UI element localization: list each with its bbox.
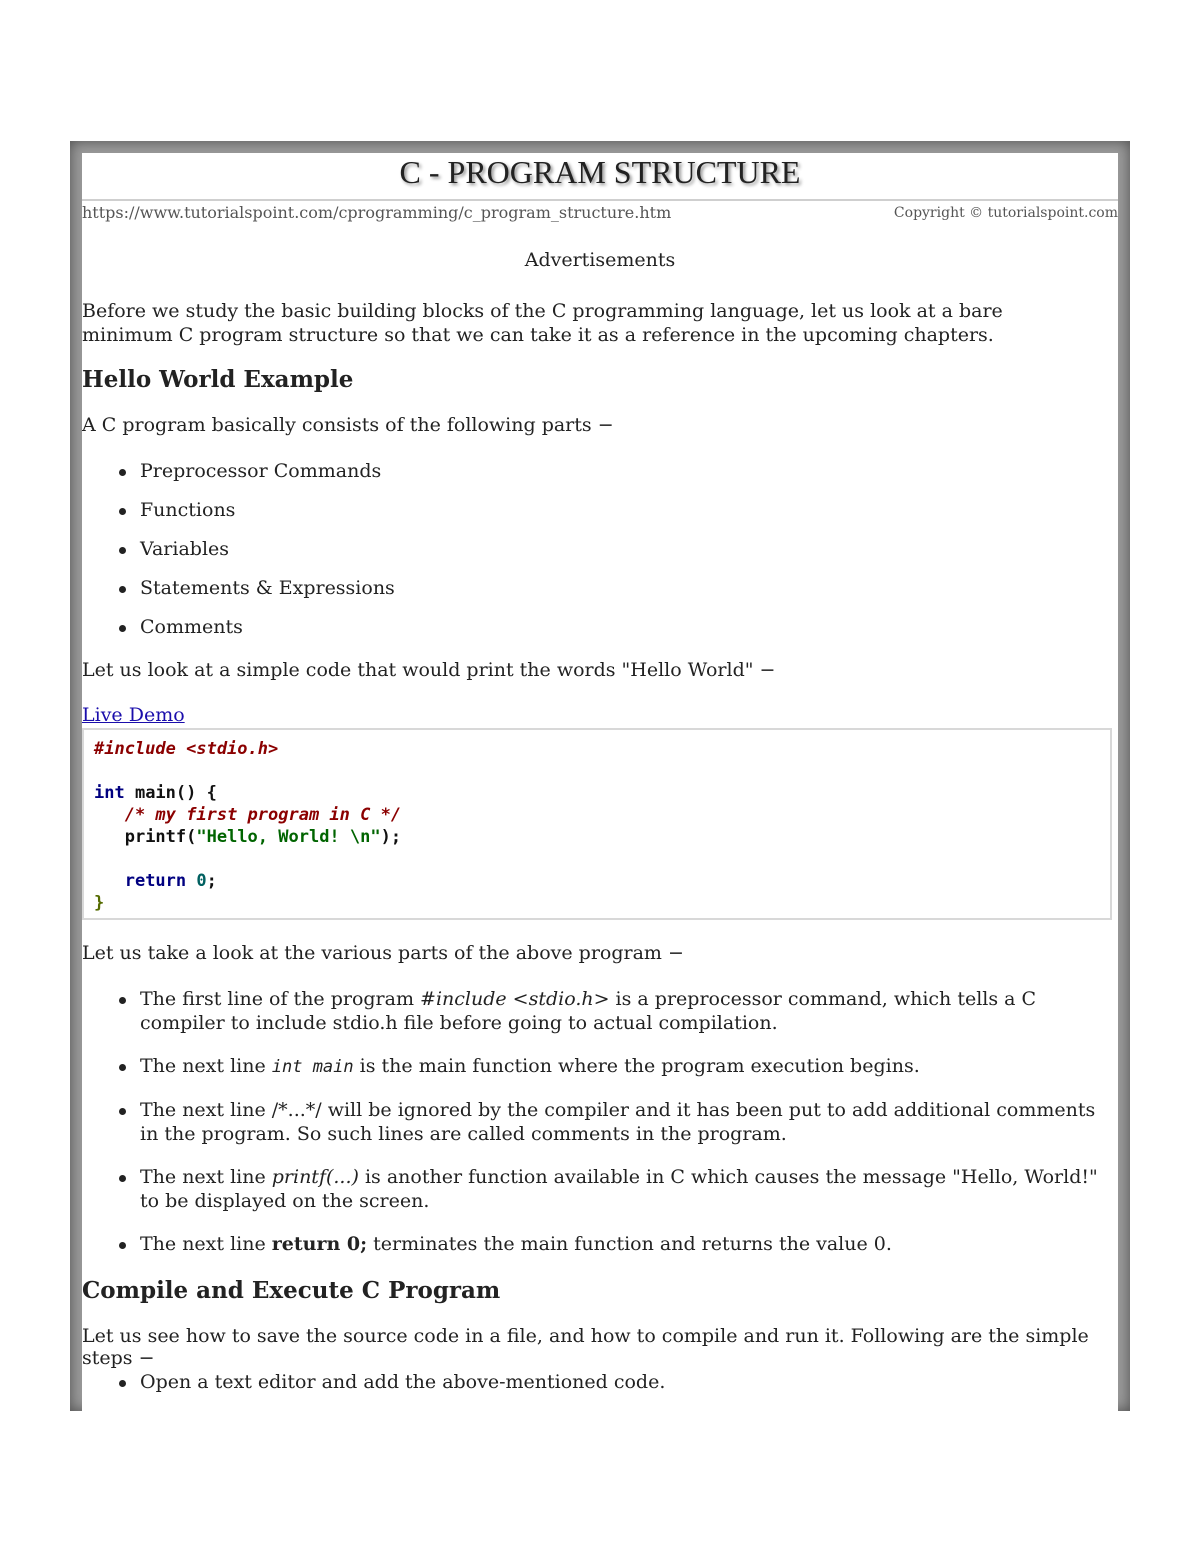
- explanation-text: The next line: [140, 1166, 272, 1188]
- copyright-notice: Copyright © tutorialspoint.com: [893, 205, 1118, 221]
- code-text: main() {: [124, 783, 217, 803]
- code-comment: /* my first program in C */: [124, 805, 402, 825]
- code-keyword: return: [124, 871, 187, 891]
- list-item: [82, 1098, 1112, 1146]
- steps-list: [82, 1370, 1082, 1394]
- take-look-text: Let us take a look at the various parts of the above program −: [82, 942, 684, 964]
- explanation-list: [82, 987, 1112, 1275]
- code-text: printf(: [124, 827, 197, 847]
- code-include: #include <stdio.h>: [94, 739, 279, 759]
- code-brace: }: [94, 893, 105, 913]
- parts-intro-text: A C program basically consists of the following parts −: [82, 414, 614, 436]
- list-item: [82, 1165, 1112, 1213]
- code-number: 0: [196, 871, 207, 891]
- code-line-blank: [94, 848, 1110, 870]
- explanation-text: The first line of the program: [140, 988, 421, 1010]
- list-item: Open a text editor and add the above-mentioned code.: [82, 1370, 1082, 1394]
- explanation-emphasis: return 0;: [271, 1233, 368, 1255]
- code-line: [94, 804, 1110, 826]
- list-item: Preprocessor Commands: [82, 459, 1082, 483]
- list-item: Comments: [82, 615, 1082, 639]
- code-text: ;: [206, 871, 217, 891]
- explanation-emphasis: int main: [271, 1057, 354, 1077]
- explanation-text: terminates the main function and returns the value 0.: [367, 1233, 892, 1255]
- page-url: https://www.tutorialspoint.com/cprogramming/c_program_structure.htm: [82, 203, 672, 222]
- code-line: [94, 826, 1110, 848]
- explanation-text: is the main function where the program execution begins.: [353, 1055, 920, 1077]
- list-item: Variables: [82, 537, 1082, 561]
- code-string: "Hello, World! \n": [196, 827, 381, 847]
- list-item: Statements & Expressions: [82, 576, 1082, 600]
- list-item: [82, 1054, 1112, 1079]
- look-text: Let us look at a simple code that would print the words "Hello World" −: [82, 659, 776, 681]
- code-line-blank: [94, 760, 1110, 782]
- list-item: [82, 1232, 1112, 1256]
- page-title: C - PROGRAM STRUCTURE: [82, 153, 1118, 201]
- explanation-text: will be ignored by the compiler and it has been put to add additional comments in the program. So such lines are called comments in the program.: [140, 1099, 1096, 1145]
- compile-heading: Compile and Execute C Program: [82, 1277, 501, 1304]
- code-keyword: int: [94, 783, 125, 803]
- live-demo-link[interactable]: Live Demo: [82, 704, 185, 726]
- code-line: [94, 738, 1110, 760]
- document-page: [82, 153, 1118, 1411]
- list-item: Functions: [82, 498, 1082, 522]
- advertisements-label: Advertisements: [524, 249, 676, 271]
- code-block: [82, 728, 1112, 920]
- explanation-emphasis: /*...*/: [271, 1099, 322, 1121]
- list-item: [82, 987, 1112, 1035]
- steps-intro-text: Let us see how to save the source code in a file, and how to compile and run it. Following are the simple steps −: [82, 1325, 1089, 1369]
- code-line: [94, 782, 1110, 804]
- code-line: [94, 870, 1110, 892]
- explanation-text: is a preprocessor command, which tells a C compiler to include stdio.h file before going to actual compilation.: [140, 988, 1037, 1034]
- explanation-text: The next line: [140, 1099, 272, 1121]
- code-line: [94, 892, 1110, 914]
- intro-paragraph: Before we study the basic building blocks of the C programming language, let us look at a bare minimum C program structure so that we can take it as a reference in the upcoming chapters.: [82, 300, 1003, 346]
- explanation-text: The next line: [140, 1233, 272, 1255]
- hello-world-heading: Hello World Example: [82, 366, 354, 393]
- explanation-emphasis: #include <stdio.h>: [420, 988, 610, 1010]
- parts-list: [82, 459, 1082, 654]
- code-text: );: [380, 827, 402, 847]
- explanation-text: is another function available in C which causes the message "Hello, World!" to be displayed on the screen.: [140, 1166, 1098, 1212]
- explanation-emphasis: printf(...): [271, 1166, 359, 1188]
- explanation-text: The next line: [140, 1055, 272, 1077]
